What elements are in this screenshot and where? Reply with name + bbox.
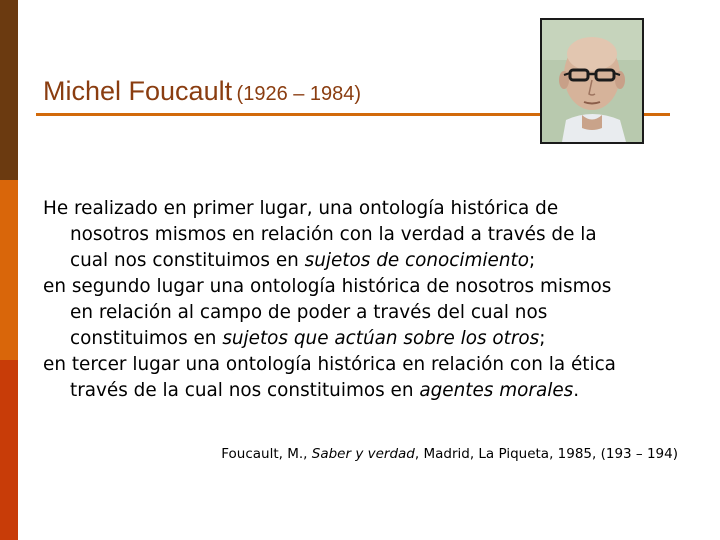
quote-emphasis: sujetos de conocimiento — [304, 250, 529, 271]
quote-line: nosotros mismos en relación con la verdad a través de la — [70, 224, 597, 245]
citation-title: Saber y verdad — [311, 446, 415, 462]
quote-paragraph-3 — [43, 352, 683, 404]
quote-line: He realizado en primer lugar, una ontología histórica de — [43, 198, 559, 219]
title-name: Michel Foucault — [43, 76, 233, 106]
title-years: (1926 – 1984) — [236, 83, 362, 105]
quote-emphasis: sujetos que actúan sobre los otros — [222, 328, 540, 349]
quote-punct: ; — [528, 250, 536, 271]
citation — [221, 446, 678, 462]
quote-line: en tercer lugar una ontología histórica en relación con la ética — [43, 354, 616, 375]
quote-punct: ; — [539, 328, 546, 349]
quote-paragraph-2 — [43, 274, 683, 352]
side-bar-top — [0, 0, 18, 180]
citation-details: , Madrid, La Piqueta, 1985, (193 – 194) — [414, 446, 678, 462]
quote-line: través de la cual nos constituimos en — [70, 380, 420, 401]
quote-text — [43, 196, 683, 404]
slide-title — [43, 76, 361, 107]
quote-emphasis: agentes morales — [419, 380, 574, 401]
quote-punct: . — [573, 380, 580, 401]
side-bar-middle — [0, 180, 18, 360]
quote-line: constituimos en — [70, 328, 223, 349]
portrait-photo — [540, 18, 644, 144]
citation-author: Foucault, M., — [221, 446, 312, 462]
portrait-icon — [542, 20, 642, 142]
quote-line: en segundo lugar una ontología histórica de nosotros mismos — [43, 276, 612, 297]
side-bar-bottom — [0, 360, 18, 540]
quote-paragraph-1 — [43, 196, 683, 274]
quote-line: en relación al campo de poder a través del cual nos — [70, 302, 548, 323]
quote-line: cual nos constituimos en — [70, 250, 305, 271]
